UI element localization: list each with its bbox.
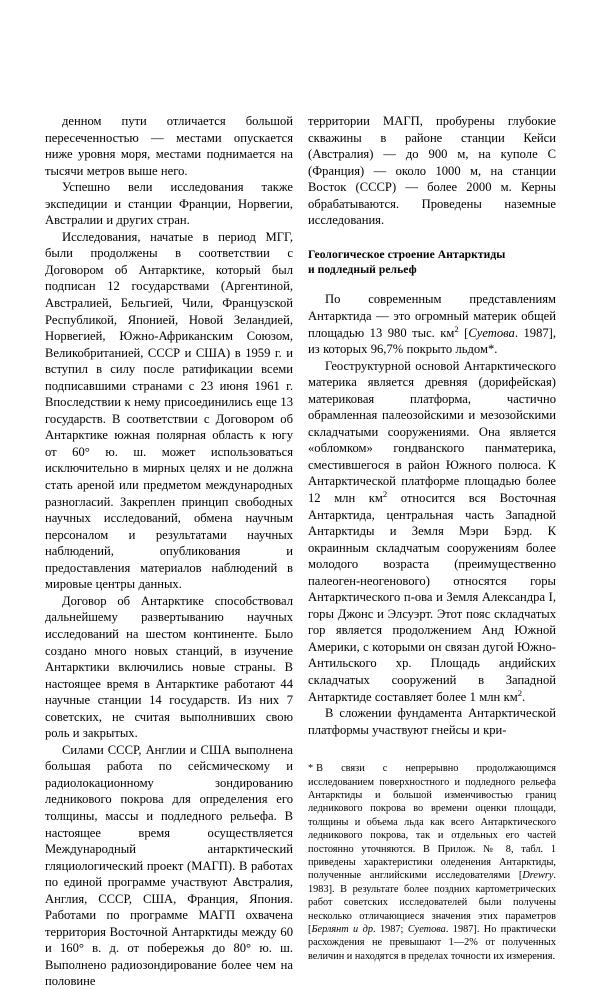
footnote-block [308, 762, 556, 963]
section-heading-block [308, 247, 556, 278]
heading-line-2: и подледный рельеф [308, 263, 417, 277]
footnote-runs [308, 763, 556, 962]
text-run: относится вся Восточная Антарктида, центральная часть Западной Антарктиды и Земля Мэри Бэрд. К окраинным складчатым сооружениям более молодого возраста (преимущественно палеоген-неогенового) относятся горы Антарктического п-ова и Земля Александра I, горы Джонс и Элсуэрт. Этот пояс складчатых гор является продолжением Анд Южной Америки, с которыми он связан дугой Южно-Антильского хр. Площадь андийских складчатых сооружений в Западной Антарктиде составляет более 1 млн км [308, 490, 556, 704]
text-run: . [521, 689, 526, 704]
superscript-exponent: 2 [517, 687, 522, 698]
paragraph-continent-area [308, 291, 556, 357]
footnote-text [308, 762, 556, 963]
left-column [45, 113, 293, 990]
text-run: . 1987]. Но практически расхождения не превышают 1—2% от полученных величин и находятся в пределах точности их измерения. [308, 924, 556, 962]
paragraph-drilling-continuation: территории МАГП, пробурены глубокие скважины в районе станции Кейси (Австралия) — до 900 м, на куполе С (Франция) — около 1000 м, на станции Восток (СССР) — более 2000 м. Керны обрабатываются. Проведены наземные исследования. [308, 114, 556, 228]
text-run: В сложении фундамента Антарктической платформы участвуют гнейсы и кри- [308, 706, 556, 737]
italic-citation: Суетова [468, 325, 515, 340]
italic-citation: Drewry [522, 870, 554, 882]
text-run: * [487, 342, 495, 357]
two-column-text-body [45, 113, 557, 990]
paragraph-continuation-terrain: денном пути отличается большой пересеченностью — местами опускается ниже уровня моря, местами поднимается на тысячи метров выше него. [45, 114, 293, 178]
text-run: . 1987; [372, 924, 408, 936]
footnote-marker: * [308, 763, 314, 775]
text-run: В связи с непрерывно продолжающимся исследованием поверхностного и подледного рельефа Антарктиды и большой изменчивостью границ ледникового покрова во времени оценки площади, толщины и объема льда как всего Антарктического ледникового покрова, так и отдельных его частей постоянно уточняются. В Прилож. № 8, табл. 1 приведены характеристики оледенения Антарктиды, полученные английскими исследователями [ [308, 763, 556, 882]
heading-line-1: Геологическое строение Антарктиды [308, 247, 506, 261]
paragraph-treaty-effects: Договор об Антарктике способствовал дальнейшему развертыванию научных исследований на шестом континенте. Было создано много новых станций, в изучение Антарктики включились новые страны. В настоящее время в Антарктике работают 44 научные станции 14 государств. Из них 7 советских, не считая выполнивших свою роль и закрытых. [45, 593, 293, 741]
paragraph-geostructure [308, 358, 556, 705]
italic-citation: Берлянт и др [311, 924, 373, 936]
text-run: Геоструктурной основой Антарктического материка является древняя (дорифейская) материковая платформа, частично обрамленная палеозойскими и мезозойскими складчатыми сооружениями. Она является «обломком» гондванского панматерика, сместившегося в район Южного полюса. К Антарктической платформе площадью более 12 млн км [308, 358, 556, 505]
superscript-exponent: 2 [454, 323, 459, 334]
text-run: . 1987], из которых 96,7% покрыто льдом [308, 325, 557, 357]
paragraph-magp-program: Силами СССР, Англии и США выполнена большая работа по сейсмическому и радиолокационному зондированию ледникового покрова для определения его толщины, массы и подледного рельефа. В настоящее время осуществляется Международный антарктический гляциологический проект (МАГП). В работах по единой программе участвуют Австралия, Англия, СССР, США, Франция, Япония. Работами по программе МАГП охвачена территория Восточной Антарктиды между 60 и 160° в. д. от побережья до 80° ю. ш. Выполнено радиозондирование более чем на половине [45, 742, 293, 989]
page-section-heading [308, 247, 556, 278]
text-run: . [494, 342, 498, 357]
text-run: По современным представлениям Антарктида — это огромный материк общей площадью 13 980 тыс. км [308, 292, 556, 340]
right-column [308, 113, 556, 963]
text-run: . 1983]. В результате более поздних картометрических работ советских исследователей были получены несколько отличающиеся значения этих параметров [ [308, 870, 556, 936]
paragraph-antarctic-treaty: Исследования, начатые в период МГГ, были продолжены в соответствии с Договором об Антарктике, который был подписан 12 государствами (Аргентиной, Австралией, Бельгией, Чили, Французской Республикой, Японией, Новой Зеландией, Норвегией, Южно-Африканским Союзом, Великобританией, СССР и США) в 1959 г. и вступил в силу после ратификации всеми подписавшими странами с 23 июня 1961 г. Впоследствии к нему присоединились еще 13 государств. В соответствии с Договором об Антарктике южная полярная область к югу от 60° ю. ш. может использоваться исключительно в мирных целях и не должна стать ареной или предметом международных разногласий. Закреплен принцип свободных научных исследований, обмена научным персоналом и результатами научных наблюдений, опубликования и предоставления материалов наблюдений в мировые центры данных. [45, 229, 293, 592]
paragraph-expeditions: Успешно вели исследования также экспедиции и станции Франции, Норвегии, Австралии и других стран. [45, 180, 293, 228]
paragraph-platform-foundation [308, 705, 556, 738]
superscript-exponent: 2 [382, 488, 388, 499]
text-run: [ [458, 325, 469, 340]
italic-citation: Суетова [407, 924, 446, 936]
